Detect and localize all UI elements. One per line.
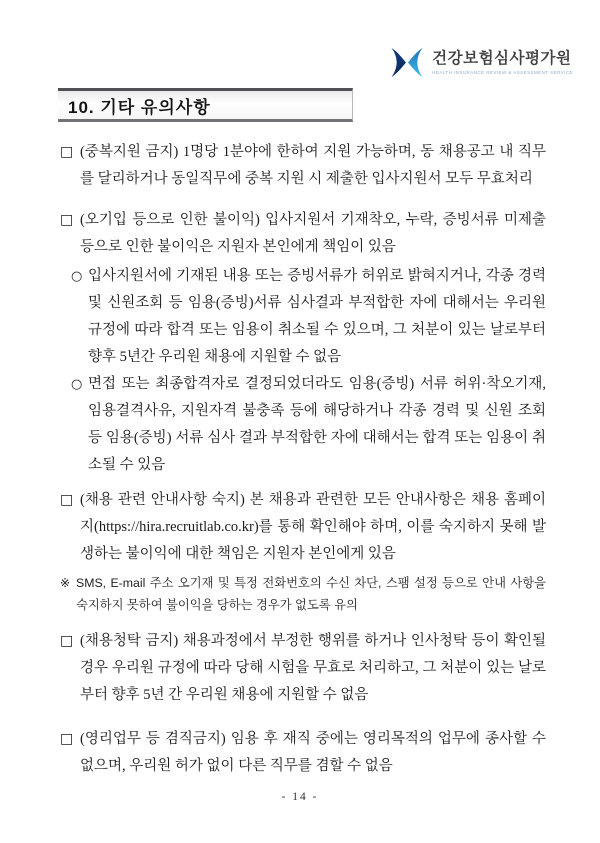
section-title-bar [58,88,353,122]
org-tagline: HEALTH INSURANCE REVIEW & ASSESSMENT SERVICE [432,70,573,75]
circle-bullet-icon: ○ [71,269,83,284]
notice-item-solicitation [60,628,546,709]
org-name: 건강보험심사평가원 [432,50,572,67]
notice-content [60,139,546,780]
reference-mark-icon: ※ [60,576,71,590]
notice-item-concurrent-job [60,726,546,780]
hira-logo-icon [389,47,425,78]
hira-logo [389,47,573,78]
square-bullet-icon: □ [60,633,74,649]
notice-subitem-false-docs [71,263,546,371]
section-title: 10. 기타 유의사항 [68,97,211,117]
logo-text [432,50,573,75]
square-bullet-icon: □ [60,144,74,160]
notice-item-recruit-info [60,487,546,568]
square-bullet-icon: □ [60,212,74,228]
notice-text: (오기입 등으로 인한 불이익) 입사지원서 기재착오, 누락, 증빙서류 미제출 등으로 인한 불이익은 지원자 본인에게 책임이 있음 [80,212,546,255]
notice-text: (채용청탁 금지) 채용과정에서 부정한 행위를 하거나 인사청탁 등이 확인될 경우 우리원 규정에 따라 당해 시험을 무효로 처리하고, 그 처분이 있는 날로부터 향후 5년 간 우리원 채용에 지원할 수 없음 [80,633,546,703]
notice-note-sms [60,572,546,616]
circle-bullet-icon: ○ [71,377,83,392]
notice-subitem-final-pass [71,371,546,479]
notice-text: 면접 또는 최종합격자로 결정되었더라도 임용(증빙) 서류 허위·착오기재, 임용결격사유, 지원자격 불충족 등에 해당하거나 각종 경력 및 신원 조회 등 임용(증빙) 서류 심사 결과 부적합한 자에 대해서는 합격 또는 임용이 취소될 수 있음 [88,376,546,473]
notice-text: (채용 관련 안내사항 숙지) 본 채용과 관련한 모든 안내사항은 채용 홈페이지(https://hira.recruitlab.co.kr)를 통해 확인해야 하며, 이를 숙지하지 못해 발생하는 불이익에 대한 책임은 지원자 본인에게 있음 [80,492,546,562]
notice-item-duplicate-apply [60,139,546,193]
notice-text: 입사지원서에 기재된 내용 또는 증빙서류가 허위로 밝혀지거나, 각종 경력 및 신원조회 등 임용(증빙)서류 심사결과 부적합한 자에 대해서는 우리원 규정에 따라 합격 또는 임용이 취소될 수 있으며, 그 처분이 있는 날로부터 향후 5년간 우리원 채용에 지원할 수 없음 [88,268,546,365]
notice-item-entry-error [60,207,546,261]
page-number: - 14 - [281,791,319,803]
square-bullet-icon: □ [60,731,74,747]
notice-text: (영리업무 등 겸직금지) 임용 후 재직 중에는 영리목적의 업무에 종사할 수 없으며, 우리원 허가 없이 다른 직무를 겸할 수 없음 [80,731,546,774]
note-text: SMS, E-mail 주소 오기재 및 특정 전화번호의 수신 차단, 스팸 설정 등으로 안내 사항을 숙지하지 못하여 불이익을 당하는 경우가 없도록 유의 [76,576,546,612]
notice-text: (중복지원 금지) 1명당 1분야에 한하여 지원 가능하며, 동 채용공고 내 직무를 달리하거나 동일직무에 중복 지원 시 제출한 입사지원서 모두 무효처리 [80,144,546,187]
square-bullet-icon: □ [60,492,74,508]
